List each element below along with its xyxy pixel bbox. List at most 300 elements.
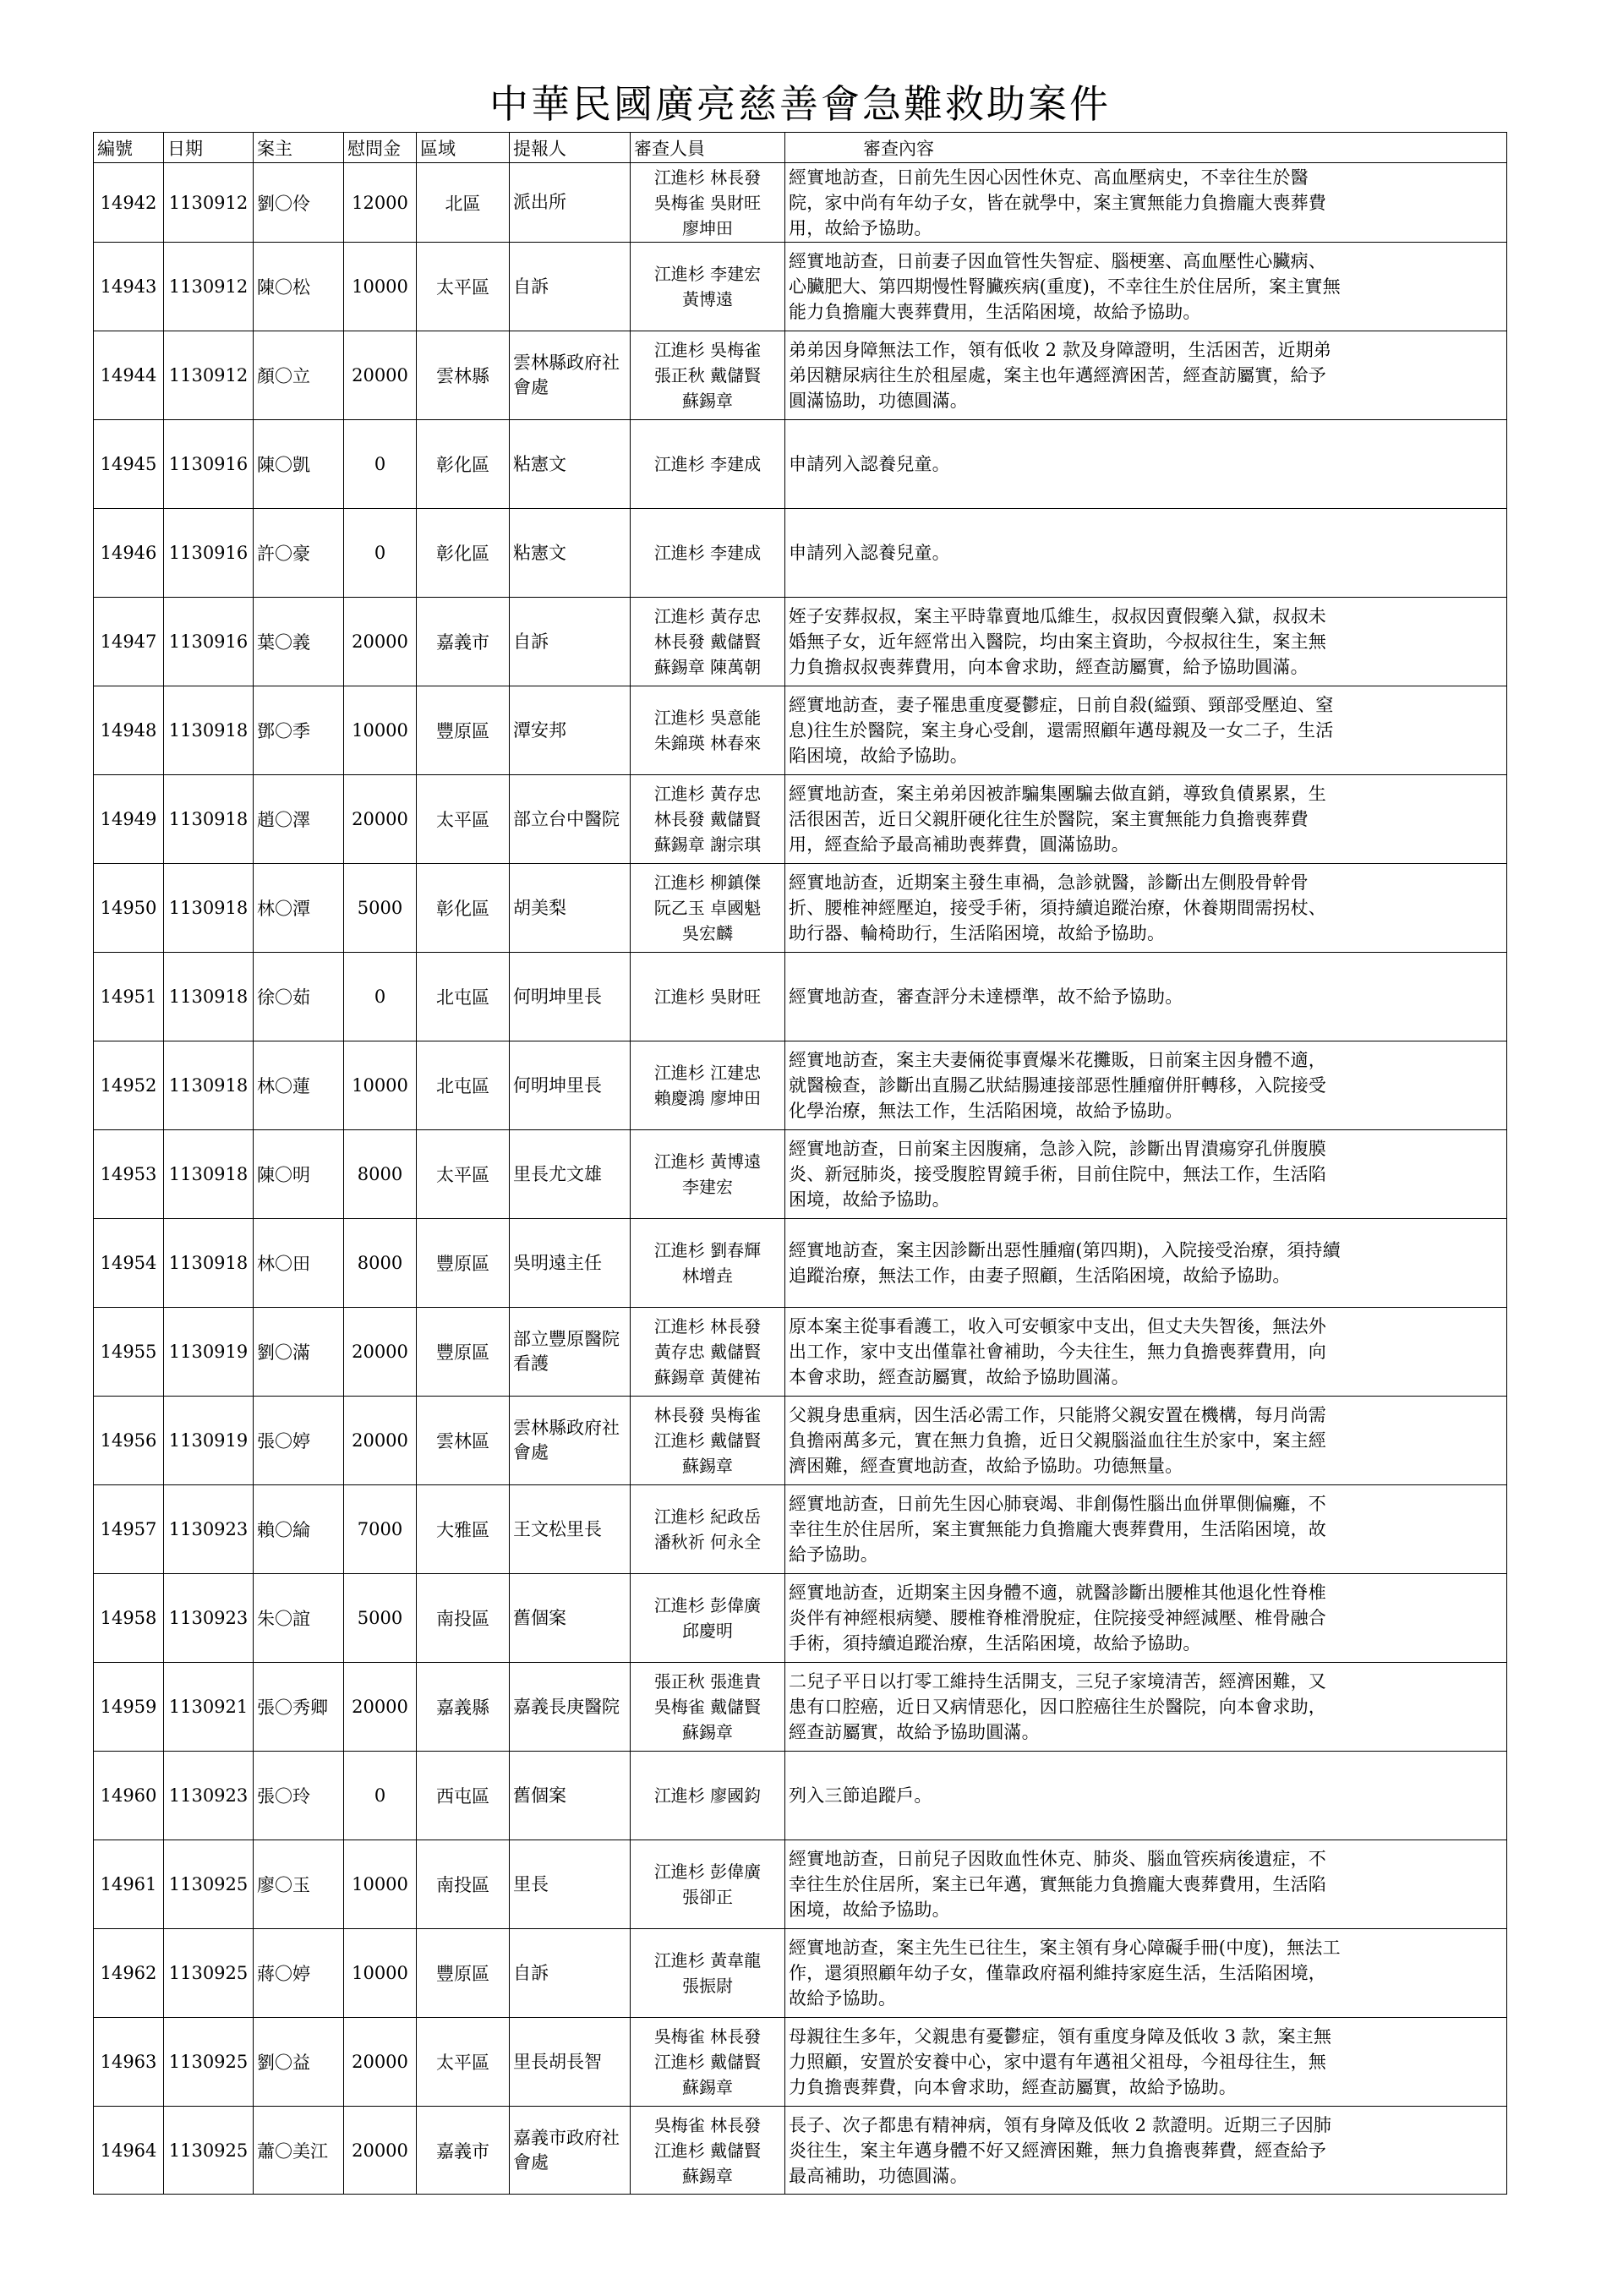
- case-content: [785, 509, 1507, 598]
- case-amount: 10000: [344, 1041, 417, 1130]
- case-client: 張〇婷: [254, 1397, 344, 1485]
- content-line: 經實地訪查，案主因診斷出惡性腫瘤(第四期)，入院接受治療，須持續: [789, 1240, 1341, 1260]
- case-client: 趙〇澤: [254, 775, 344, 864]
- case-reporter: 自訴: [510, 243, 631, 331]
- case-client: 張〇玲: [254, 1752, 344, 1840]
- case-reviewers: [631, 953, 785, 1041]
- table-row: [94, 2018, 1507, 2107]
- case-area: 嘉義市: [417, 2107, 510, 2195]
- reviewer-line: 江進杉 黃博遠: [653, 1151, 762, 1172]
- case-area: 彰化區: [417, 864, 510, 953]
- reviewer-line: 江進杉 戴儲賢: [653, 2052, 762, 2072]
- case-area: 雲林縣: [417, 331, 510, 420]
- reviewer-line: 江進杉 吳梅雀: [653, 340, 762, 360]
- table-row: [94, 1219, 1507, 1308]
- content-line: 父親身患重病，因生活必需工作，只能將父親安置在機構，每月尚需: [789, 1405, 1326, 1425]
- case-amount: 20000: [344, 598, 417, 686]
- content-line: 用，故給予協助。: [789, 217, 932, 238]
- case-amount: 0: [344, 509, 417, 598]
- case-reporter: 粘憲文: [510, 509, 631, 598]
- case-client: 劉〇益: [254, 2018, 344, 2107]
- table-row: [94, 2107, 1507, 2195]
- reviewer-line: 廖坤田: [682, 217, 733, 238]
- content-line: 助行器、輪椅助行，生活陷困境，故給予協助。: [789, 923, 1166, 943]
- reviewer-line: 江進杉 林長發: [653, 167, 762, 188]
- reviewer-line: 江進杉 李建成: [653, 543, 762, 563]
- case-reporter: 部立台中醫院: [510, 775, 631, 864]
- case-content: [785, 1929, 1507, 2018]
- content-line: 力負擔叔叔喪葬費用，向本會求助，經查訪屬實，給予協助圓滿。: [789, 657, 1309, 677]
- content-line: 炎伴有神經根病變、腰椎脊椎滑脫症，住院接受神經減壓、椎骨融合: [789, 1608, 1326, 1628]
- case-reviewers: [631, 1219, 785, 1308]
- cases-body: [94, 243, 1507, 2195]
- reviewer-line: 林長發 戴儲賢: [653, 631, 762, 652]
- case-number: 14954: [94, 1219, 164, 1308]
- content-line: 負擔兩萬多元，實在無力負擔，近日父親腦溢血往生於家中，案主經: [789, 1430, 1326, 1451]
- case-date: 1130919: [164, 1397, 254, 1485]
- case-number: 14946: [94, 509, 164, 598]
- case-reporter: 吳明遠主任: [510, 1219, 631, 1308]
- case-client: 劉〇滿: [254, 1308, 344, 1397]
- table-row: [94, 1308, 1507, 1397]
- case-amount: 0: [344, 420, 417, 509]
- content-line: 經查訪屬實，故給予協助圓滿。: [789, 1722, 1040, 1742]
- case-date: 1130918: [164, 686, 254, 775]
- reviewer-line: 蘇錫章: [682, 1456, 733, 1476]
- page-title: 中華民國廣亮慈善會急難救助案件: [94, 76, 1507, 133]
- case-reporter: 舊個案: [510, 1574, 631, 1663]
- case-area: 太平區: [417, 1130, 510, 1219]
- reviewer-line: 江進杉 黃存忠: [653, 606, 762, 626]
- case-content: [785, 163, 1507, 243]
- case-number: 14948: [94, 686, 164, 775]
- case-client: 賴〇綸: [254, 1485, 344, 1574]
- case-number: 14957: [94, 1485, 164, 1574]
- content-line: 圓滿協助，功德圓滿。: [789, 391, 968, 411]
- case-area: 北屯區: [417, 953, 510, 1041]
- table-header-group: [94, 76, 1507, 163]
- case-area: 南投區: [417, 1840, 510, 1929]
- case-content: [785, 1219, 1507, 1308]
- reviewer-line: 蘇錫章: [682, 2165, 733, 2186]
- case-amount: 5000: [344, 1574, 417, 1663]
- case-reporter: 舊個案: [510, 1752, 631, 1840]
- case-date: 1130912: [164, 243, 254, 331]
- case-area: 北區: [417, 163, 510, 243]
- content-line: 姪子安葬叔叔，案主平時靠賣地瓜維生，叔叔因賣假藥入獄，叔叔未: [789, 606, 1326, 626]
- case-reporter: 部立豐原醫院看護: [510, 1308, 631, 1397]
- content-line: 追蹤治療，無法工作，由妻子照顧，生活陷困境，故給予協助。: [789, 1266, 1291, 1286]
- case-reporter: 自訴: [510, 1929, 631, 2018]
- case-reporter: 里長: [510, 1840, 631, 1929]
- reviewer-line: 張正秋 戴儲賢: [653, 365, 762, 385]
- reviewer-line: 張卻正: [682, 1887, 733, 1907]
- case-content: [785, 953, 1507, 1041]
- content-line: 炎往生，案主年邁身體不好又經濟困難，無力負擔喪葬費，經查給予: [789, 2140, 1326, 2161]
- reviewer-line: 蘇錫章 陳萬朝: [653, 657, 762, 677]
- reviewer-line: 林增垚: [682, 1266, 733, 1286]
- content-line: 手術，須持續追蹤治療，生活陷困境，故給予協助。: [789, 1633, 1201, 1654]
- case-reporter: 里長尤文雄: [510, 1130, 631, 1219]
- table-row: [94, 1752, 1507, 1840]
- reviewer-line: 蘇錫章: [682, 1722, 733, 1742]
- reviewer-line: 賴慶鴻 廖坤田: [653, 1088, 762, 1108]
- table-row: [94, 1041, 1507, 1130]
- table-row: [94, 686, 1507, 775]
- case-content: [785, 420, 1507, 509]
- content-line: 息)往生於醫院，案主身心受創，還需照顧年邁母親及一女二子，生活: [789, 720, 1334, 741]
- case-content: [785, 1130, 1507, 1219]
- case-reviewers: [631, 1308, 785, 1397]
- case-amount: 10000: [344, 1929, 417, 2018]
- case-date: 1130925: [164, 2107, 254, 2195]
- case-client: 徐〇茹: [254, 953, 344, 1041]
- table-row: [94, 1929, 1507, 2018]
- content-line: 出工作，家中支出僅靠社會補助，今夫往生，無力負擔喪葬費用，向: [789, 1342, 1326, 1362]
- reviewer-line: 張振尉: [682, 1976, 733, 1996]
- case-reporter: 潭安邦: [510, 686, 631, 775]
- case-reporter: 雲林縣政府社會處: [510, 1397, 631, 1485]
- content-line: 原本案主從事看護工，收入可安頓家中支出，但丈夫失智後，無法外: [789, 1316, 1326, 1337]
- reviewer-line: 江進杉 柳鎮傑: [653, 872, 762, 893]
- content-line: 二兒子平日以打零工維持生活開支，三兒子家境清苦，經濟困難，又: [789, 1671, 1326, 1692]
- content-line: 折、腰椎神經壓迫，接受手術，須持續追蹤治療，休養期間需拐杖、: [789, 898, 1326, 918]
- reviewer-line: 朱錦瑛 林春來: [653, 733, 762, 753]
- header-name: 案主: [254, 133, 344, 163]
- case-reviewers: [631, 1485, 785, 1574]
- reviewer-line: 江進杉 紀政岳: [653, 1506, 762, 1527]
- table-row: [94, 1574, 1507, 1663]
- case-number: 14962: [94, 1929, 164, 2018]
- content-line: 炎、新冠肺炎，接受腹腔胃鏡手術，目前住院中，無法工作，生活陷: [789, 1164, 1326, 1184]
- content-line: 弟因糖尿病往生於租屋處，案主也年邁經濟困苦，經查訪屬實，給予: [789, 365, 1326, 385]
- table-row: [94, 163, 1507, 243]
- case-reporter: 王文松里長: [510, 1485, 631, 1574]
- case-reporter: 粘憲文: [510, 420, 631, 509]
- case-amount: 10000: [344, 243, 417, 331]
- reviewer-line: 吳梅雀 戴儲賢: [653, 1697, 762, 1717]
- content-line: 弟弟因身障無法工作，領有低收 2 款及身障證明，生活困苦，近期弟: [789, 340, 1332, 360]
- content-line: 作，還須照顧年幼子女，僅靠政府福利維持家庭生活，生活陷困境，: [789, 1963, 1326, 1983]
- case-content: [785, 1574, 1507, 1663]
- case-date: 1130918: [164, 1219, 254, 1308]
- content-line: 母親往生多年，父親患有憂鬱症，領有重度身障及低收 3 款，案主無: [789, 2026, 1332, 2047]
- case-amount: 12000: [344, 163, 417, 243]
- content-line: 本會求助，經查訪屬實，故給予協助圓滿。: [789, 1367, 1129, 1387]
- case-date: 1130919: [164, 1308, 254, 1397]
- reviewer-line: 江進杉 李建成: [653, 454, 762, 474]
- case-amount: 8000: [344, 1219, 417, 1308]
- case-reviewers: [631, 1041, 785, 1130]
- reviewer-line: 李建宏: [682, 1177, 733, 1197]
- reviewer-line: 江進杉 吳意能: [653, 708, 762, 728]
- case-sheet: [93, 76, 1506, 2195]
- case-reviewers: [631, 775, 785, 864]
- content-line: 力負擔喪葬費，向本會求助，經查訪屬實，故給予協助。: [789, 2077, 1237, 2097]
- content-line: 用，經查給予最高補助喪葬費，圓滿協助。: [789, 834, 1129, 855]
- content-line: 經實地訪查，近期案主因身體不適，就醫診斷出腰椎其他退化性脊椎: [789, 1583, 1326, 1603]
- case-client: 張〇秀卿: [254, 1663, 344, 1752]
- case-number: 14944: [94, 331, 164, 420]
- reviewer-line: 江進杉 林長發: [653, 1316, 762, 1337]
- case-content: [785, 1752, 1507, 1840]
- table-row: [94, 1663, 1507, 1752]
- content-line: 患有口腔癌，近日又病情惡化，因口腔癌往生於醫院，向本會求助，: [789, 1697, 1326, 1717]
- case-content: [785, 1397, 1507, 1485]
- content-line: 經實地訪查，妻子罹患重度憂鬱症，日前自殺(縊頸、頸部受壓迫、窒: [789, 695, 1334, 715]
- table-row: [94, 1130, 1507, 1219]
- case-number: 14950: [94, 864, 164, 953]
- case-content: [785, 2018, 1507, 2107]
- case-number: 14943: [94, 243, 164, 331]
- case-reviewers: [631, 331, 785, 420]
- reviewer-line: 林長發 吳梅雀: [653, 1405, 762, 1425]
- case-client: 蕭〇美江: [254, 2107, 344, 2195]
- table-row: [94, 509, 1507, 598]
- case-number: 14945: [94, 420, 164, 509]
- case-reporter: 何明坤里長: [510, 953, 631, 1041]
- reviewer-line: 江進杉 戴儲賢: [653, 2140, 762, 2161]
- content-line: 經實地訪查，案主夫妻倆從事賣爆米花攤販，日前案主因身體不適，: [789, 1050, 1326, 1070]
- case-reviewers: [631, 1840, 785, 1929]
- case-reporter: 派出所: [510, 163, 631, 243]
- reviewer-line: 江進杉 李建宏: [653, 264, 762, 284]
- case-content: [785, 1041, 1507, 1130]
- reviewer-line: 江進杉 彭偉廣: [653, 1595, 762, 1615]
- case-amount: 20000: [344, 2107, 417, 2195]
- content-line: 陷困境，故給予協助。: [789, 746, 968, 766]
- content-line: 化學治療，無法工作，生活陷困境，故給予協助。: [789, 1101, 1183, 1121]
- reviewer-line: 潘秋祈 何永全: [653, 1532, 762, 1552]
- case-reviewers: [631, 2107, 785, 2195]
- case-date: 1130916: [164, 420, 254, 509]
- case-date: 1130916: [164, 598, 254, 686]
- table-row: [94, 953, 1507, 1041]
- reviewer-line: 黃存忠 戴儲賢: [653, 1342, 762, 1362]
- case-client: 鄧〇季: [254, 686, 344, 775]
- content-line: 列入三節追蹤戶。: [789, 1785, 932, 1806]
- table-row: [94, 1485, 1507, 1574]
- reviewer-line: 江進杉 黃韋龍: [653, 1950, 762, 1971]
- case-area: 豐原區: [417, 1929, 510, 2018]
- content-line: 心臟肥大、第四期慢性腎臟疾病(重度)，不幸往生於住居所，案主實無: [789, 276, 1341, 297]
- header-date: 日期: [164, 133, 254, 163]
- content-line: 經實地訪查，日前先生因心肺衰竭、非創傷性腦出血併單側偏癱，不: [789, 1494, 1326, 1514]
- case-number: 14952: [94, 1041, 164, 1130]
- case-amount: 8000: [344, 1130, 417, 1219]
- case-client: 陳〇凱: [254, 420, 344, 509]
- case-date: 1130918: [164, 775, 254, 864]
- content-line: 就醫檢查，診斷出直腸乙狀結腸連接部惡性腫瘤併肝轉移，入院接受: [789, 1075, 1326, 1096]
- table-row: [94, 331, 1507, 420]
- case-reporter: 嘉義長庚醫院: [510, 1663, 631, 1752]
- case-content: [785, 686, 1507, 775]
- header-content: 審查內容: [785, 133, 1507, 163]
- case-area: 太平區: [417, 2018, 510, 2107]
- case-reporter: 嘉義市政府社會處: [510, 2107, 631, 2195]
- content-line: 申請列入認養兒童。: [789, 454, 950, 474]
- case-amount: 7000: [344, 1485, 417, 1574]
- content-line: 院，家中尚有年幼子女，皆在就學中，案主實無能力負擔龐大喪葬費: [789, 192, 1326, 213]
- case-content: [785, 598, 1507, 686]
- table-row: [94, 1397, 1507, 1485]
- case-number: 14963: [94, 2018, 164, 2107]
- reviewer-line: 蘇錫章 謝宗琪: [653, 834, 762, 855]
- case-content: [785, 1663, 1507, 1752]
- reviewer-line: 林長發 戴儲賢: [653, 809, 762, 829]
- content-line: 能力負擔龐大喪葬費用，生活陷困境，故給予協助。: [789, 302, 1201, 322]
- case-reviewers: [631, 1130, 785, 1219]
- header-amount: 慰問金: [344, 133, 417, 163]
- case-date: 1130912: [164, 163, 254, 243]
- case-area: 北屯區: [417, 1041, 510, 1130]
- content-line: 經實地訪查，近期案主發生車禍，急診就醫，診斷出左側股骨幹骨: [789, 872, 1309, 893]
- reviewer-line: 江進杉 彭偉廣: [653, 1861, 762, 1882]
- case-number: 14953: [94, 1130, 164, 1219]
- table-row: [94, 1840, 1507, 1929]
- reviewer-line: 吳梅雀 吳財旺: [653, 192, 762, 213]
- table-row: [94, 420, 1507, 509]
- case-date: 1130925: [164, 1929, 254, 2018]
- case-number: 14959: [94, 1663, 164, 1752]
- reviewer-line: 蘇錫章: [682, 2077, 733, 2097]
- case-area: 西屯區: [417, 1752, 510, 1840]
- case-client: 林〇潭: [254, 864, 344, 953]
- content-line: 濟困難，經查實地訪查，故給予協助。功德無量。: [789, 1456, 1183, 1476]
- case-reviewers: [631, 509, 785, 598]
- reviewer-line: 吳梅雀 林長發: [653, 2114, 762, 2135]
- case-client: 陳〇明: [254, 1130, 344, 1219]
- reviewer-line: 黃博遠: [682, 289, 733, 309]
- case-client: 劉〇伶: [254, 163, 344, 243]
- case-area: 嘉義縣: [417, 1663, 510, 1752]
- content-line: 最高補助，功德圓滿。: [789, 2165, 968, 2186]
- cases-table: [93, 76, 1507, 2195]
- case-area: 彰化區: [417, 420, 510, 509]
- case-content: [785, 864, 1507, 953]
- case-date: 1130925: [164, 1840, 254, 1929]
- case-amount: 20000: [344, 2018, 417, 2107]
- case-client: 蔣〇婷: [254, 1929, 344, 2018]
- case-client: 葉〇義: [254, 598, 344, 686]
- case-reviewers: [631, 686, 785, 775]
- case-amount: 20000: [344, 1663, 417, 1752]
- header-area: 區域: [417, 133, 510, 163]
- case-number: 14955: [94, 1308, 164, 1397]
- reviewer-line: 吳梅雀 林長發: [653, 2026, 762, 2047]
- case-amount: 20000: [344, 1397, 417, 1485]
- case-date: 1130918: [164, 864, 254, 953]
- case-content: [785, 243, 1507, 331]
- case-amount: 10000: [344, 1840, 417, 1929]
- case-date: 1130918: [164, 953, 254, 1041]
- case-reporter: 里長胡長智: [510, 2018, 631, 2107]
- title-row: [94, 76, 1507, 133]
- content-line: 婚無子女，近年經常出入醫院，均由案主資助，今叔叔往生，案主無: [789, 631, 1326, 652]
- case-number: 14947: [94, 598, 164, 686]
- case-client: 陳〇松: [254, 243, 344, 331]
- case-amount: 20000: [344, 1308, 417, 1397]
- reviewer-line: 邱慶明: [682, 1621, 733, 1641]
- case-reporter: 胡美梨: [510, 864, 631, 953]
- case-amount: 20000: [344, 775, 417, 864]
- case-amount: 0: [344, 953, 417, 1041]
- case-reviewers: [631, 1929, 785, 2018]
- content-line: 幸往生於住居所，案主已年邁，實無能力負擔龐大喪葬費用，生活陷: [789, 1874, 1326, 1894]
- case-area: 大雅區: [417, 1485, 510, 1574]
- case-amount: 10000: [344, 686, 417, 775]
- case-number: 14961: [94, 1840, 164, 1929]
- case-content: [785, 2107, 1507, 2195]
- case-reporter: 何明坤里長: [510, 1041, 631, 1130]
- case-content: [785, 775, 1507, 864]
- case-date: 1130923: [164, 1574, 254, 1663]
- case-area: 豐原區: [417, 686, 510, 775]
- case-client: 林〇蓮: [254, 1041, 344, 1130]
- case-reviewers: [631, 243, 785, 331]
- case-number: 14964: [94, 2107, 164, 2195]
- header-row: [94, 133, 1507, 163]
- case-reviewers: [631, 1397, 785, 1485]
- content-line: 申請列入認養兒童。: [789, 543, 950, 563]
- case-content: [785, 1840, 1507, 1929]
- case-date: 1130921: [164, 1663, 254, 1752]
- content-line: 經實地訪查，日前案主因腹痛，急診入院，診斷出胃潰瘍穿孔併腹膜: [789, 1139, 1326, 1159]
- case-date: 1130923: [164, 1485, 254, 1574]
- content-line: 困境，故給予協助。: [789, 1900, 950, 1920]
- content-line: 經實地訪查，日前兒子因敗血性休克、肺炎、腦血管疾病後遺症，不: [789, 1849, 1326, 1869]
- case-content: [785, 1485, 1507, 1574]
- header-reporter: 提報人: [510, 133, 631, 163]
- case-number: 14951: [94, 953, 164, 1041]
- case-client: 顏〇立: [254, 331, 344, 420]
- header-reviewers: 審查人員: [631, 133, 785, 163]
- reviewer-line: 張正秋 張進貴: [653, 1671, 762, 1692]
- case-number: 14960: [94, 1752, 164, 1840]
- case-date: 1130923: [164, 1752, 254, 1840]
- reviewer-line: 江進杉 戴儲賢: [653, 1430, 762, 1451]
- content-line: 經實地訪查，案主弟弟因被詐騙集團騙去做直銷，導致負債累累，生: [789, 784, 1326, 804]
- case-area: 豐原區: [417, 1308, 510, 1397]
- reviewer-line: 江進杉 廖國鈞: [653, 1785, 762, 1806]
- case-reviewers: [631, 2018, 785, 2107]
- reviewer-line: 江進杉 吳財旺: [653, 987, 762, 1007]
- reviewer-line: 吳宏麟: [682, 923, 733, 943]
- content-line: 給予協助。: [789, 1544, 878, 1565]
- case-date: 1130912: [164, 331, 254, 420]
- case-reviewers: [631, 864, 785, 953]
- header-no: 編號: [94, 133, 164, 163]
- content-line: 故給予協助。: [789, 1988, 897, 2009]
- top-row-group: [94, 163, 1507, 243]
- case-date: 1130916: [164, 509, 254, 598]
- case-reviewers: [631, 163, 785, 243]
- case-client: 朱〇誼: [254, 1574, 344, 1663]
- table-row: [94, 775, 1507, 864]
- case-amount: 5000: [344, 864, 417, 953]
- case-client: 許〇豪: [254, 509, 344, 598]
- case-number: 14958: [94, 1574, 164, 1663]
- case-reporter: 雲林縣政府社會處: [510, 331, 631, 420]
- content-line: 活很困苦，近日父親肝硬化往生於醫院，案主實無能力負擔喪葬費: [789, 809, 1309, 829]
- case-reviewers: [631, 1663, 785, 1752]
- case-reviewers: [631, 598, 785, 686]
- case-area: 彰化區: [417, 509, 510, 598]
- case-date: 1130918: [164, 1041, 254, 1130]
- content-line: 力照顧，安置於安養中心，家中還有年邁祖父祖母，今祖母往生，無: [789, 2052, 1326, 2072]
- table-row: [94, 243, 1507, 331]
- case-amount: 20000: [344, 331, 417, 420]
